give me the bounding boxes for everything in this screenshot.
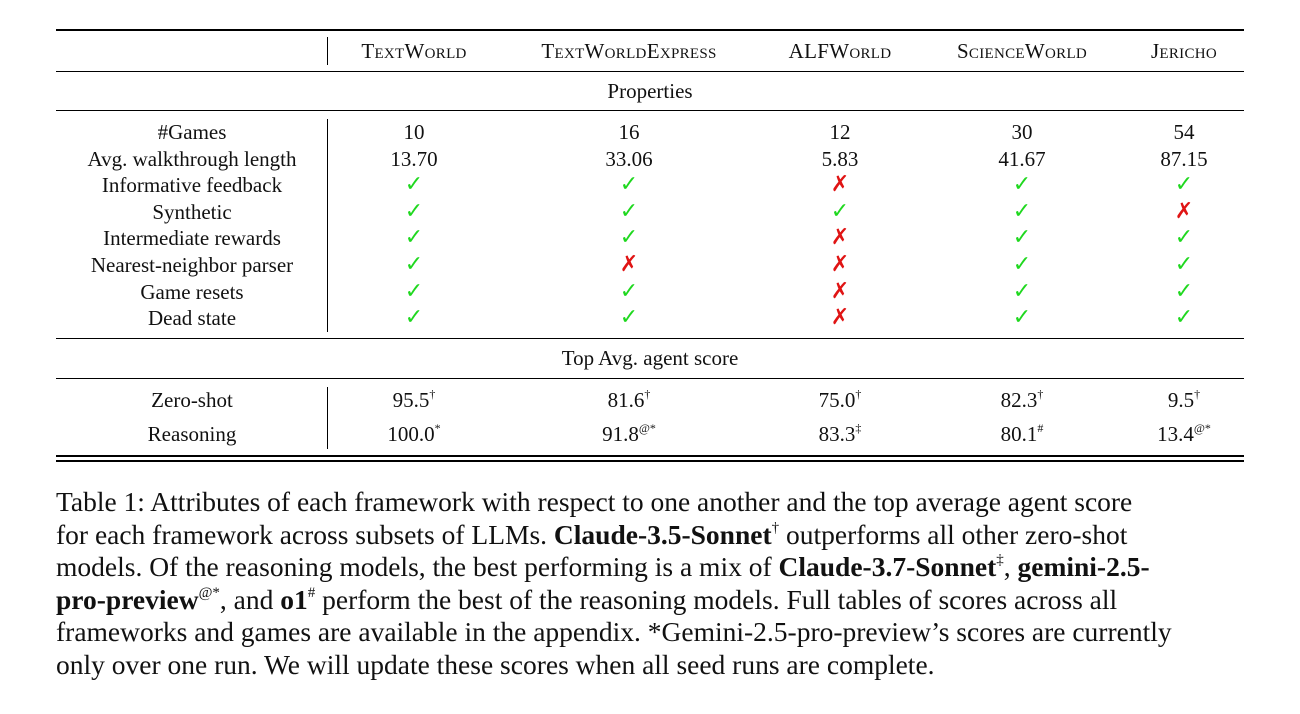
score-footnote-mark: * (434, 421, 441, 435)
property-value: 33.06 (605, 146, 653, 171)
check-icon: ✓ (619, 198, 639, 224)
check-icon: ✓ (404, 305, 424, 331)
cross-icon: ✗ (830, 172, 850, 198)
score-footnote-mark: † (644, 387, 651, 401)
property-label: #Games (157, 120, 227, 144)
property-label: Avg. walkthrough length (87, 146, 297, 171)
score-footnote-mark: † (1194, 387, 1201, 401)
check-icon: ✓ (1174, 278, 1194, 304)
cross-icon: ✗ (830, 305, 850, 331)
property-value: 12 (829, 120, 851, 144)
score-value: 91.8@* (602, 421, 656, 446)
scores-divider (327, 387, 328, 449)
check-icon: ✓ (1174, 252, 1194, 277)
col-header-jericho: Jericho (1150, 39, 1218, 63)
cross-icon: ✗ (1174, 198, 1194, 224)
property-value: 87.15 (1160, 146, 1208, 171)
caption-line-6: only over one run. We will update these scores when all seed runs are complete. (56, 648, 935, 680)
check-icon: ✓ (1174, 305, 1194, 331)
score-row-label: Zero-shot (151, 388, 233, 412)
props-end-rule (56, 338, 1244, 339)
score-value: 75.0† (818, 387, 862, 412)
col-header-textworld: TextWorld (361, 39, 467, 63)
check-icon: ✓ (1012, 225, 1032, 251)
section-properties: Properties (607, 79, 693, 103)
score-value: 9.5† (1167, 387, 1201, 412)
check-icon: ✓ (1174, 172, 1194, 198)
property-value: 54 (1173, 120, 1195, 144)
bottom-rule-1 (56, 455, 1244, 457)
score-footnote-mark: ‡ (855, 421, 862, 435)
score-value: 95.5† (392, 387, 436, 412)
check-icon: ✓ (404, 252, 424, 277)
check-icon: ✓ (1012, 252, 1032, 277)
property-label: Intermediate rewards (103, 226, 281, 251)
cross-icon: ✗ (619, 252, 639, 277)
score-value: 80.1# (1000, 421, 1044, 446)
check-icon: ✓ (1012, 198, 1032, 224)
caption-line-4: pro-preview@*, and o1# perform the best of the reasoning models. Full tables of scores across all (56, 583, 1118, 615)
property-value: 16 (618, 120, 640, 144)
property-label: Informative feedback (101, 173, 283, 198)
top-rule (56, 29, 1244, 31)
property-label: Game resets (140, 279, 244, 304)
caption-line-1: Table 1: Attributes of each framework with respect to one another and the top average agent score (56, 486, 1133, 517)
cross-icon: ✗ (830, 252, 850, 277)
properties-divider (327, 119, 328, 332)
score-value: 83.3‡ (818, 421, 862, 446)
property-value: 13.70 (390, 146, 438, 171)
score-footnote-mark: † (429, 387, 436, 401)
properties-rule (56, 110, 1244, 111)
table-caption (56, 486, 1246, 682)
score-value: 13.4@* (1157, 421, 1211, 446)
check-icon: ✓ (830, 198, 850, 224)
score-row-label: Reasoning (147, 422, 237, 446)
score-footnote-mark: @* (1193, 421, 1211, 435)
score-section-rule (56, 378, 1244, 379)
check-icon: ✓ (404, 172, 424, 198)
property-value: 41.67 (998, 146, 1046, 171)
check-icon: ✓ (404, 198, 424, 224)
check-icon: ✓ (619, 172, 639, 198)
check-icon: ✓ (1012, 305, 1032, 331)
col-header-textworldexpress: TextWorldExpress (541, 39, 717, 63)
check-icon: ✓ (619, 305, 639, 331)
header-divider (327, 37, 328, 65)
caption-line-2: for each framework across subsets of LLMs. Claude-3.5-Sonnet† outperforms all other zero-shot (56, 518, 1128, 550)
score-footnote-mark: † (1037, 387, 1044, 401)
score-value: 100.0* (387, 421, 441, 446)
check-icon: ✓ (1174, 225, 1194, 251)
check-icon: ✓ (1012, 172, 1032, 198)
section-scores: Top Avg. agent score (561, 346, 739, 370)
check-icon: ✓ (404, 278, 424, 304)
bottom-rule-2 (56, 460, 1244, 462)
property-value: 10 (403, 120, 425, 144)
property-value: 5.83 (821, 146, 859, 171)
col-header-scienceworld: ScienceWorld (956, 39, 1088, 63)
col-header-alfworld: ALFWorld (788, 39, 892, 63)
cross-icon: ✗ (830, 278, 850, 304)
property-label: Nearest-neighbor parser (90, 253, 294, 277)
check-icon: ✓ (404, 225, 424, 251)
header-rule (56, 71, 1244, 72)
check-icon: ✓ (1012, 278, 1032, 304)
caption-line-5: frameworks and games are available in the appendix. *Gemini-2.5-pro-preview’s scores are currently (56, 616, 1172, 648)
check-icon: ✓ (619, 225, 639, 251)
cross-icon: ✗ (830, 225, 850, 251)
caption-line-3: models. Of the reasoning models, the best performing is a mix of Claude-3.7-Sonnet‡, gemini-2.5- (56, 551, 1150, 583)
score-value: 81.6† (607, 387, 651, 412)
property-label: Synthetic (152, 199, 232, 224)
property-value: 30 (1011, 120, 1033, 144)
score-footnote-mark: # (1037, 421, 1044, 435)
score-value: 82.3† (1000, 387, 1044, 412)
score-footnote-mark: @* (638, 421, 656, 435)
check-icon: ✓ (619, 278, 639, 304)
score-footnote-mark: † (855, 387, 862, 401)
property-label: Dead state (147, 306, 237, 331)
